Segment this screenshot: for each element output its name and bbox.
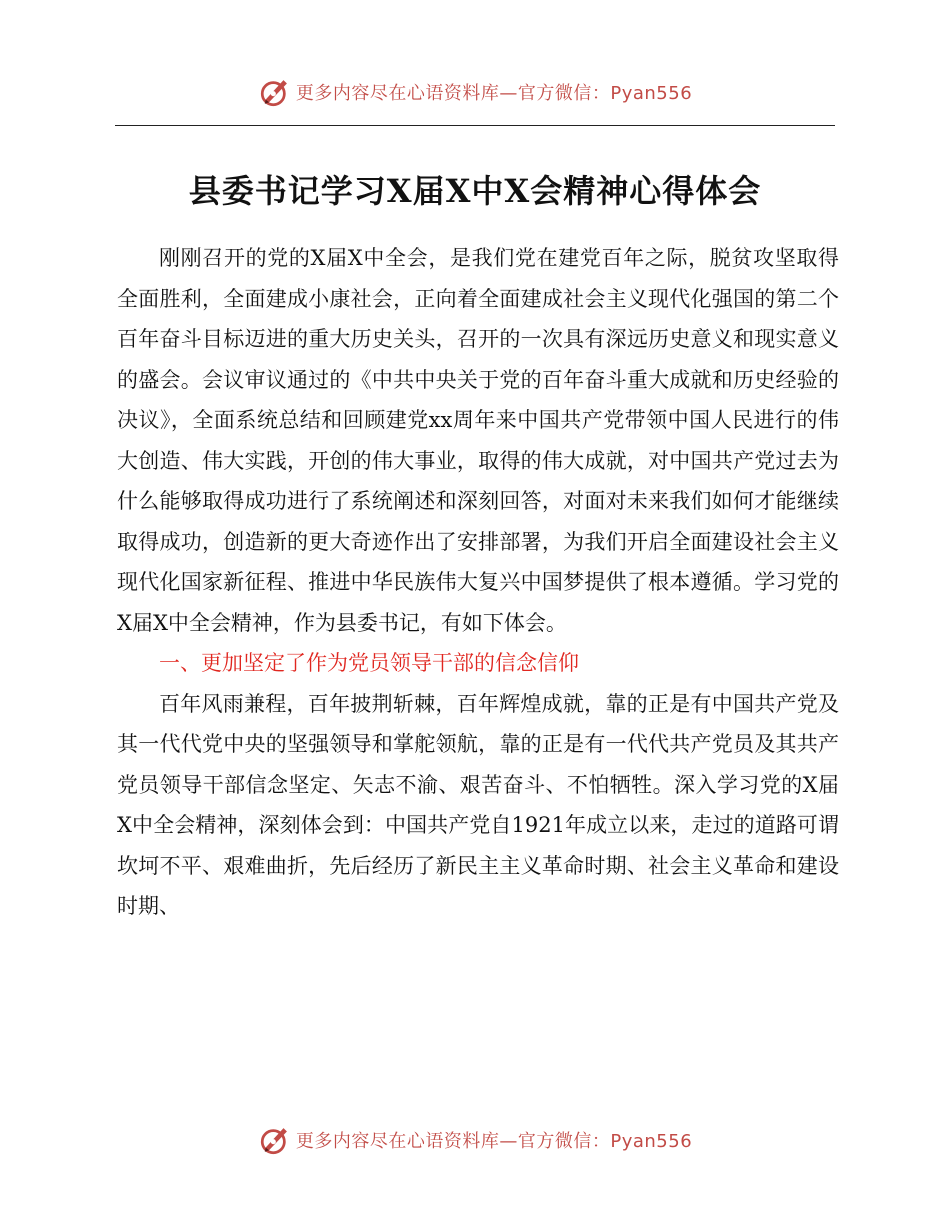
section-heading: 一、更加坚定了作为党员领导干部的信念信仰 bbox=[159, 651, 579, 675]
brand-watermark bbox=[258, 75, 692, 109]
brand-watermark bbox=[258, 1123, 692, 1157]
body-paragraph: 刚刚召开的党的X届X中全会，是我们党在建党百年之际，脱贫攻坚取得全面胜利，全面建成小康社会，正向着全面建成社会主义现代化强国的第二个百年奋斗目标迈进的重大历史关头，召开的一次具有深远历史意义和现实意义的盛会。会议审议通过的《中共中央关于党的百年奋斗重大成就和历史经验的决议》，全面系统总结和回顾建党xx周年来中国共产党带领中国人民进行的伟大创造、伟大实践，开创的伟大事业，取得的伟大成就，对中国共产党过去为什么能够取得成功进行了系统阐述和深刻回答，对面对未来我们如何才能继续取得成功，创造新的更大奇迹作出了安排部署，为我们开启全面建设社会主义现代化国家新征程、推进中华民族伟大复兴中国梦提供了根本遵循。学习党的X届X中全会精神，作为县委书记，有如下体会。 bbox=[117, 246, 839, 635]
quill-logo-icon bbox=[258, 1123, 292, 1157]
page-header bbox=[0, 72, 950, 112]
document-title: 县委书记学习X届X中X会精神心得体会 bbox=[188, 172, 762, 210]
body-paragraph: 百年风雨兼程，百年披荆斩棘，百年辉煌成就，靠的正是有中国共产党及其一代代党中央的坚强领导和掌舵领航，靠的正是有一代代共产党员及其共产党员领导干部信念坚定、矢志不渝、艰苦奋斗、不怕牺牲。深入学习党的X届X中全会精神，深刻体会到：中国共产党自1921年成立以来，走过的道路可谓坎坷不平、艰难曲折，先后经历了新民主主义革命时期、社会主义革命和建设时期、 bbox=[117, 691, 839, 918]
header-divider bbox=[115, 125, 835, 126]
quill-logo-icon bbox=[258, 75, 292, 109]
page-footer bbox=[0, 1120, 950, 1160]
document-body bbox=[117, 238, 839, 927]
brand-text: 更多内容尽在心语资料库—官方微信：Pyan556 bbox=[295, 1131, 693, 1152]
brand-text: 更多内容尽在心语资料库—官方微信：Pyan556 bbox=[295, 83, 693, 104]
